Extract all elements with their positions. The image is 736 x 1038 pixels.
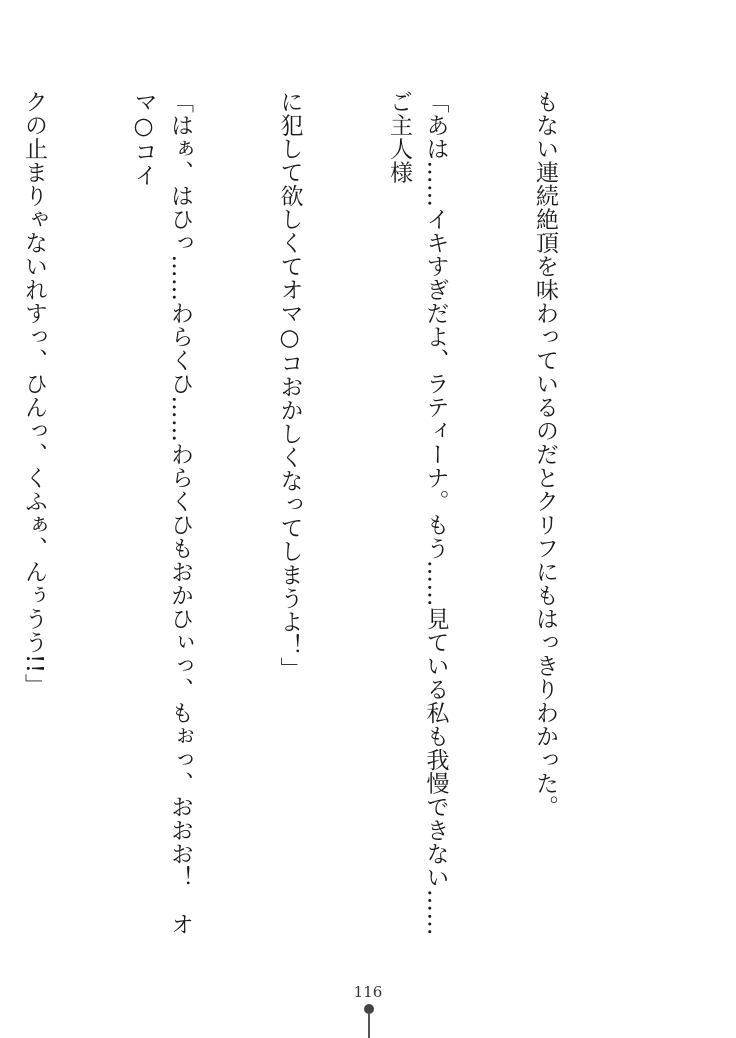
text-line: もない連続絶頂を味わっているのだとクリフにもはっきりわかった。 [532,90,558,819]
text-line: 「あは……イキすぎだよ、ラティーナ。もう……見ている私も我慢できない……ご主人様 [386,90,449,936]
text-line: に犯して欲しくてオマ○コおかしくなってしまうよ！」 [276,90,303,681]
body-text [21,90,636,950]
text-line: クの止まりゃないれすっ、ひんっ、くふぁ、んぅうう!!」 [21,90,47,697]
page-marker-icon [364,1004,374,1038]
text-line: 「はぁ、はひっ……わらくひ……わらくひもおかひぃっ、もぉっ、おおお！ オマ○コイ [130,90,193,936]
page-marker-stem [368,1014,370,1038]
page-number: 116 [353,983,383,1001]
page-marker-dot [364,1004,374,1014]
